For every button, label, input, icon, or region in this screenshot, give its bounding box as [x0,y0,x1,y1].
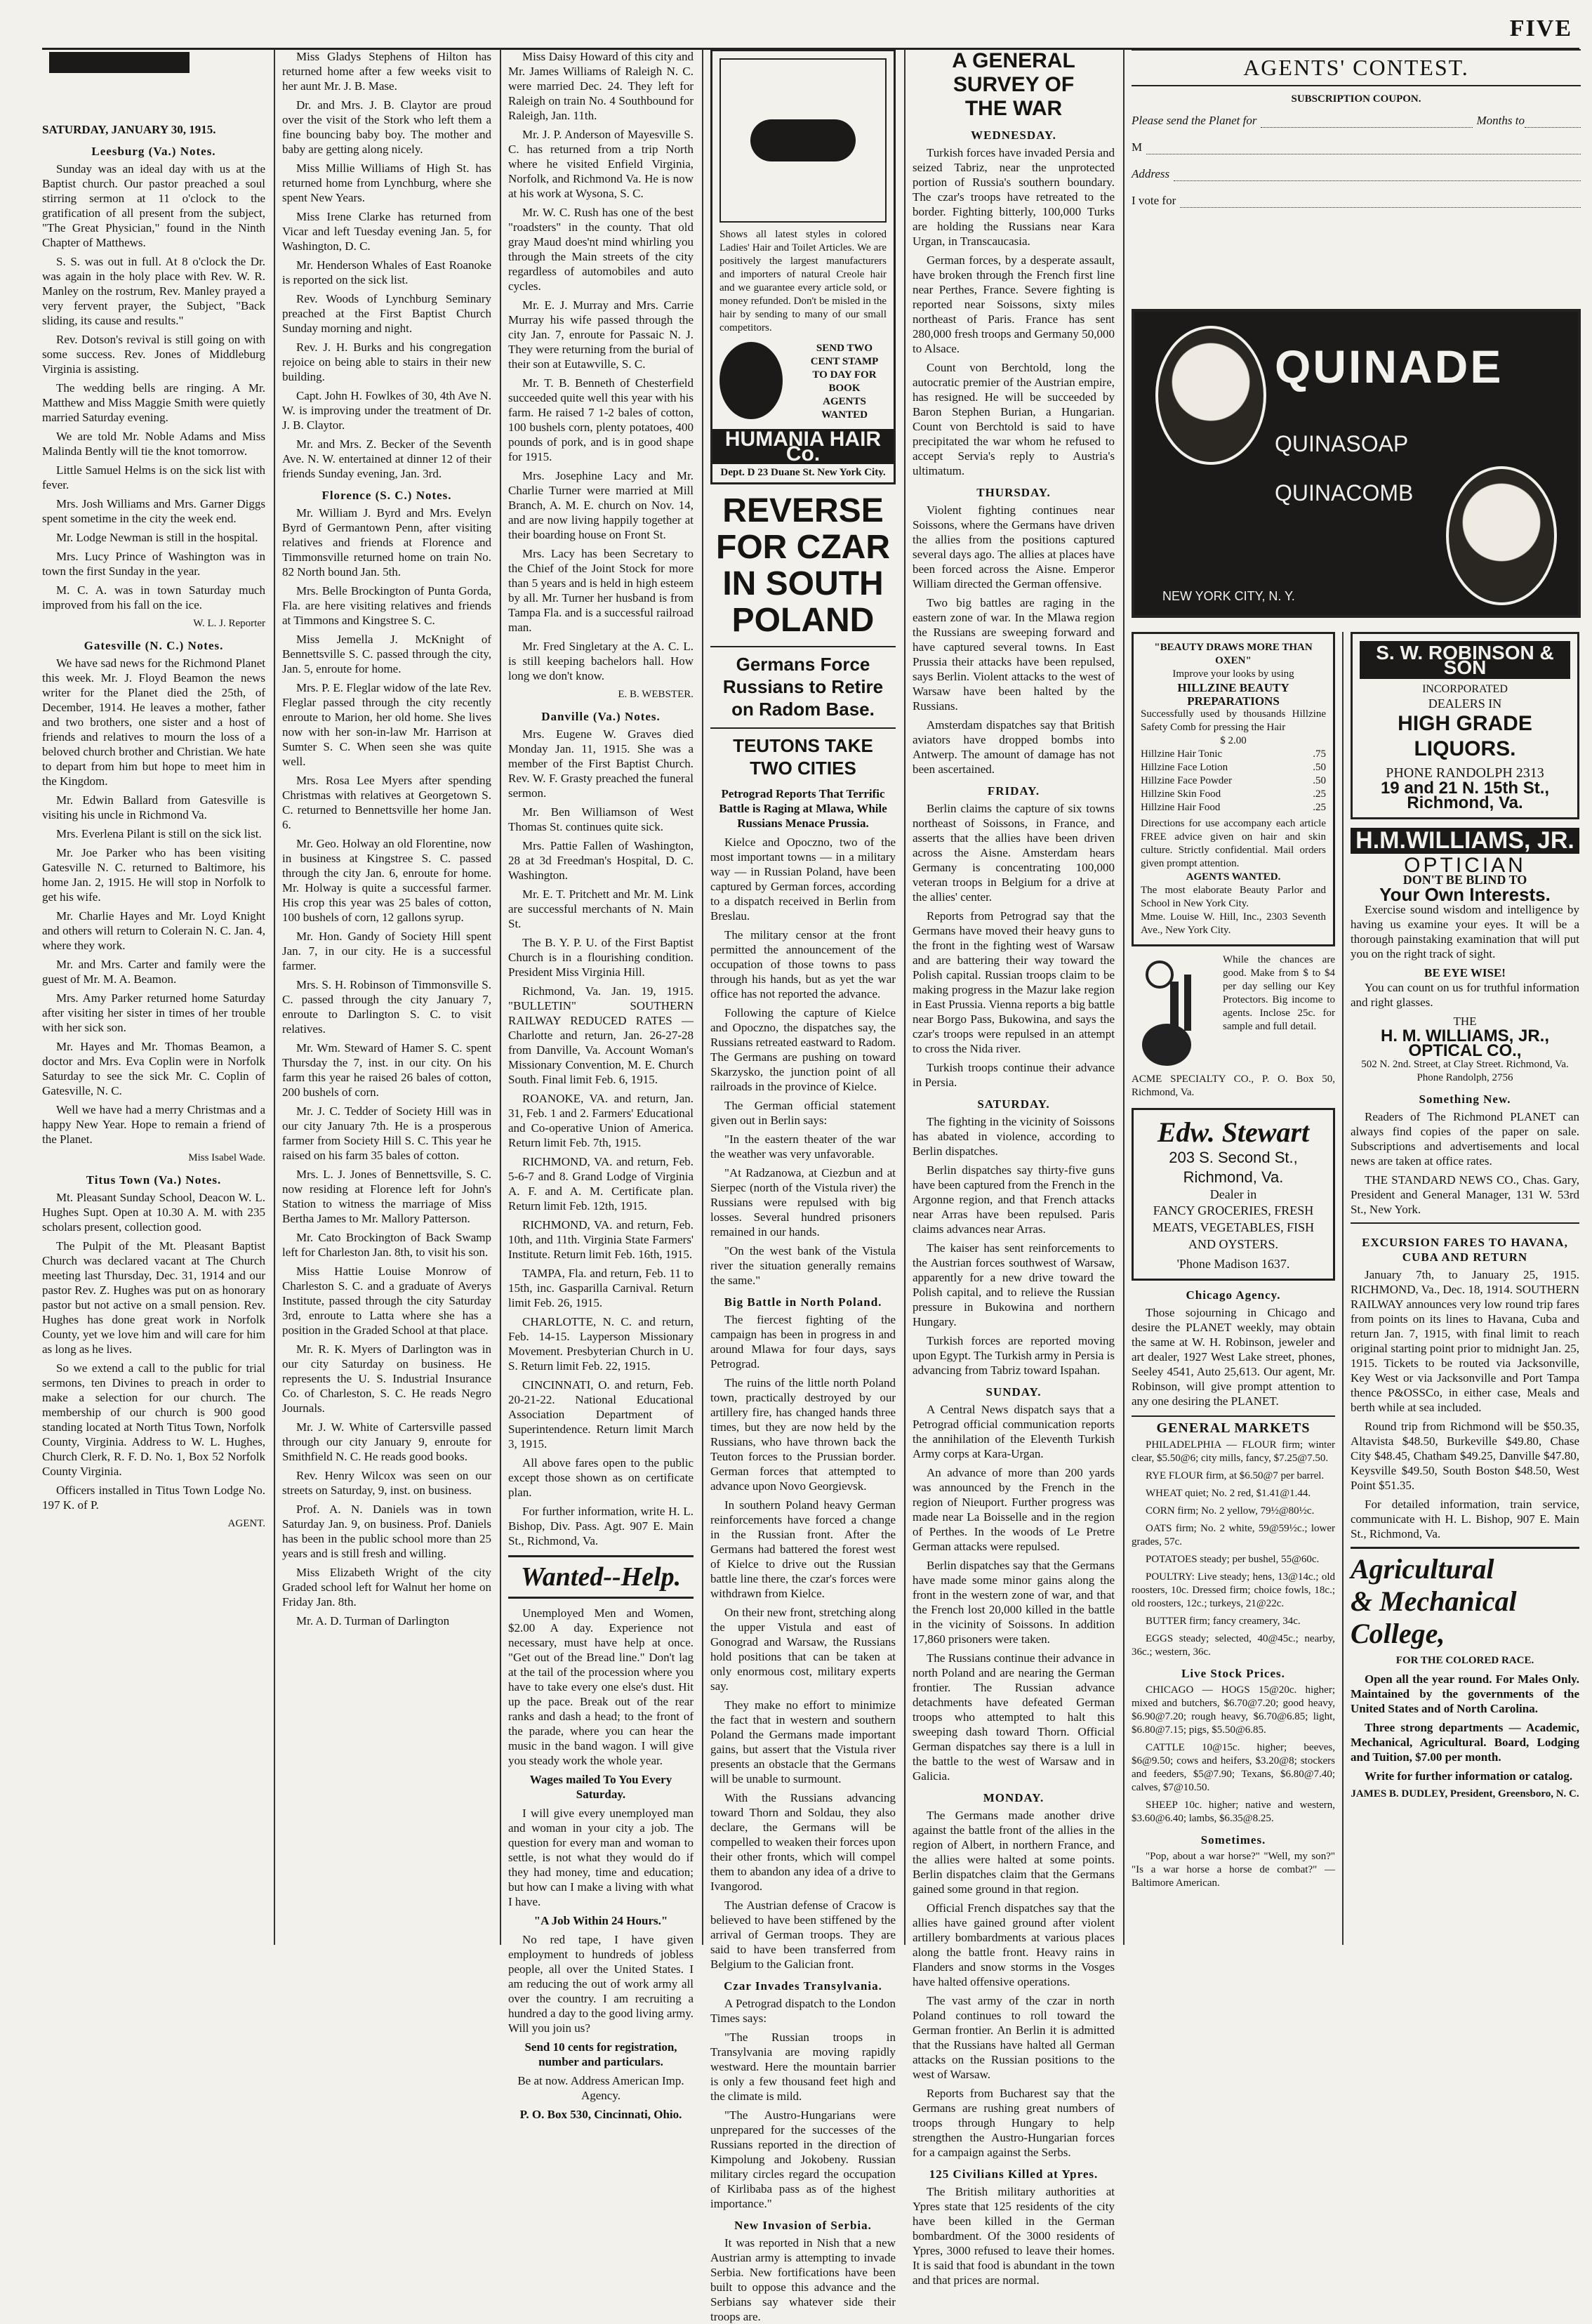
robinson-name: S. W. ROBINSON & SON [1360,641,1570,679]
paragraph: Mr. Geo. Holway an old Florentine, now in business at Kingstree S. C. passed through the city Jan. 6, enroute for home. Mr. Holway is quite a successful farmer. His crop this year was 25 bales of cotton, 100 bushels of corn, 12 gallons syrup. [282,837,491,924]
paragraph: Mrs. P. E. Fleglar widow of the late Rev. Fleglar passed through the city recently enroute to Marion, her old home. She lives now with her son-in-law Mr. Harrison at Sumter S. C. When seen she was quite well. [282,681,491,768]
paragraph: The Pulpit of the Mt. Pleasant Baptist Church was declared vacant at The Church meeting last Thursday, Dec. 31, 1914 and our pastor Rev. Z. Hughes was put on as honorary pastor but not active on a small pension. Rev. Hughes has done great work in Norfolk County, yet we love him and will care for him as long as he lives. [42,1239,265,1356]
stewart-goods: FANCY GROCERIES, FRESH MEATS, VEGETABLES, FISH AND OYSTERS. [1152,1203,1315,1251]
paragraph: S. S. was out in full. At 8 o'clock the Dr. was again in the holy place with Rev. W. R. Manley on the rostrum, Rev. Manley prayed a very fervent prayer, the Subject, "Back sliding, its cause and results." [42,255,265,327]
paragraph: Following the capture of Kielce and Opoczno, the dispatches say, the Russians retreated eastward to Radom. The Germans are pushing on toward Skarzysko, the junction point of all railroads in the province of Kielce. [710,1006,896,1093]
beauty-intro: Successfully used by thousands Hillzine Safety Comb for pressing the Hair [1141,708,1326,733]
section-title: Leesburg (Va.) Notes. [91,145,216,158]
section-title: New Invasion of Serbia. [734,2219,872,2232]
paragraph: Round trip from Richmond will be $50.35, Altavista $48.50, Burkeville $49.80, Chase City $48.45, Chatham $49.25, Danville $47.80, Keysville $49.50, South Boston $48.50, West Point $51.35. [1351,1420,1579,1492]
day-heading: SATURDAY. [977,1097,1050,1111]
paragraph: Mrs. Lacy has been Secretary to the Chief of the Joint Stock for more than 5 years and is held in high esteem by all. Mr. Turner her husband is from Tampa Fla. and is a successful railroad man. [508,547,694,634]
college-departments: Three strong departments — Academic, Mechanical, Agricultural. Board, Lodging and Tuition, $7.00 per month. [1351,1721,1579,1764]
beauty-ad [1132,632,1335,946]
beauty-improve: Improve your looks by using [1172,668,1294,680]
paragraph: WHEAT quiet; No. 2 red, $1.41@1.44. [1146,1488,1311,1499]
column-3 [508,49,694,2121]
paragraph: Richmond, Va. Jan. 19, 1915. "BULLETIN" SOUTHERN RAILWAY REDUCED RATES — Charlotte and return, Jan. 26-27-28 from Danville, Va. Account Woman's Missionary Convention, M. E. Church South. Final limit Feb. 6, 1915. [508,984,694,1086]
signature: Miss Isabel Wade. [188,1152,265,1163]
williams-the: THE [1453,1015,1477,1028]
williams-address: 502 N. 2nd. Street, at Clay Street. Richmond, Va. Phone Randolph, 2756 [1361,1059,1569,1083]
quinade-soap: QUINASOAP [1275,431,1409,456]
paragraph: Mrs. Josephine Lacy and Mr. Charlie Turner were married at Mill Branch, A. M. E. church on Nov. 14, and are now living happily together at their boarding house on Front St. [508,469,694,541]
wanted-help-ad [508,1555,694,1599]
williams-ad [1351,828,1579,1085]
quinade-city: NEW YORK CITY, N. Y. [1162,589,1295,603]
paragraph: Berlin dispatches say thirty-five guns have been captured from the French in the Argonne region, and that French attacks near Arras have been repulsed. Paris claims advances near Arras. [913,1163,1115,1236]
paragraph: POULTRY: Live steady; hens, 13@14c.; old roosters, 10c. Dressed firm; choice fowls, 18c.; old roosters, 12c.; turkeys, 21@22c. [1132,1571,1335,1609]
paragraph: Mt. Pleasant Sunday School, Deacon W. L. Hughes Supt. Open at 10.30 A. M. with 235 scholars present, collection good. [42,1191,265,1234]
college-president: JAMES B. DUDLEY, President, Greensboro, N. C. [1351,1788,1579,1800]
paragraph: CORN firm; No. 2 yellow, 79½@80½c. [1146,1505,1315,1517]
beauty-item: Hillzine Hair Tonic [1141,748,1223,760]
column-rule [1123,49,1125,1945]
paragraph: Mr. Wm. Steward of Hamer S. C. spent Thursday the 7, inst. in our city. On his farm this year he raised 26 bales of cotton, 200 bushels of corn. [282,1041,491,1099]
coupon-line-1: Please send the Planet for [1132,114,1257,127]
paragraph: Mrs. Rosa Lee Myers after spending Christmas with relatives at Georgetown S. C. returned to Bennettsville her home Jan. 6. [282,774,491,831]
paragraph: Mrs. S. H. Robinson of Timmonsville S. C. passed through the city January 7, enroute to Darlington S. C. to visit relatives. [282,978,491,1036]
coupon-vote: I vote for [1132,194,1176,207]
paragraph: Mr. Joe Parker who has been visiting Gatesville N. C. returned to Baltimore, his home Jan. 2, 1915. He will stop in Norfolk to get his wife. [42,846,265,904]
paragraph: Two big battles are raging in the eastern zone of war. In the Mlawa region the Russians are sweeping forward and have captured several towns. In East Prussia their attacks have been repulsed, says Berlin. Violent attacks to the west of Warsaw have been halted by the Russians. [913,596,1115,713]
paragraph: CINCINNATI, O. and return, Feb. 20-21-22. National Educational Association Department of Superintendence. Return limit March 3, 1915. [508,1378,694,1451]
keys-icon [1132,953,1223,1073]
column-rule [904,49,906,1945]
paragraph: We are told Mr. Noble Adams and Miss Malinda Bently will tie the knot tomorrow. [42,430,265,458]
paragraph: Prof. A. N. Daniels was in town Saturday Jan. 9, on business. Prof. Daniels has been in the public school more than 25 years and is still fresh and willing. [282,1503,491,1560]
stewart-name: Edw. Stewart [1157,1116,1310,1148]
paragraph: Mrs. Everlena Pilant is still on the sick list. [56,827,262,840]
college-title-3: College, [1351,1618,1445,1649]
column-rule [274,49,275,1945]
paragraph: The kaiser has sent reinforcements to the Austrian forces southwest of Warsaw, apparently for a new drive toward the Polish capital, and to relieve the Russian pressure in Bukowina and northern Hungary. [913,1241,1115,1328]
paragraph: Mr. R. K. Myers of Darlington was in our city Saturday on business. He represents the U. S. Industrial Insurance Co. of Charleston, S. C. He reads Negro Journals. [282,1342,491,1415]
beauty-comb-price: $ 2.00 [1220,735,1247,746]
section-title: Czar Invades Transylvania. [724,1979,882,1993]
beauty-brand: HILLZINE BEAUTY PREPARATIONS [1177,681,1289,708]
quinade-comb: QUINACOMB [1275,480,1414,506]
beauty-item: Hillzine Face Powder [1141,775,1232,786]
column-1 [42,49,265,1945]
paragraph: Berlin claims the capture of six towns northeast of Soissons, in France, and asserts that the allies have been driven across the Aisne. Amsterdam hears Germany is concentrating 100,000 veteran troops in Belgium for a drive at the allies' center. [913,802,1115,904]
paragraph: A Petrograd dispatch to the London Times says: [710,1997,896,2025]
paragraph: Mrs. Josh Williams and Mrs. Garner Diggs spent sometime in the city the week end. [42,497,265,525]
paragraph: Mr. Hayes and Mr. Thomas Beamon, a doctor and Mrs. Eva Coplin were in Norfolk Saturday to see the sick Mr. C. Coplin of Gatesville, N. C. [42,1040,265,1097]
paragraph: Turkish forces have invaded Persia and seized Tabriz, near the unprotected portion of Russia's southern boundary. The czar's troops have retreated to the border. Fighting bitterly, 100,000 Turks are holding the Russians near Kara Urgan, in Transcaucasia. [913,146,1115,248]
portrait-image [1446,466,1557,605]
paragraph: The vast army of the czar in north Poland continues to roll toward the German frontier. An Berlin it is admitted that the Russians have halted all German attacks on the Russian positions to the west of Warsaw. [913,1994,1115,2081]
stewart-phone: 'Phone Madison 1637. [1176,1257,1290,1271]
paragraph: Mrs. Amy Parker returned home Saturday after visiting her sister in times of her trouble with her sick son. [42,991,265,1034]
paragraph: Kielce and Opoczno, two of the most important towns — in a military way — in Russian Poland, have been captured by German forces, according to a dispatch received in Berlin from Breslau. [710,836,896,923]
hair-illustration [719,58,887,223]
stewart-ad [1132,1108,1335,1281]
paragraph: All above fares open to the public except those shown as on certificate plan. [508,1456,694,1499]
portrait-image [1155,326,1266,465]
paragraph: Reports from Bucharest say that the Germans are rushing great numbers of troops through Hungary to help strengthen the Austro-Hungarian forces for a campaign against the Serbs. [913,2087,1115,2159]
paragraph: M. C. A. was in town Saturday much improved from his fall on the ice. [42,583,265,612]
paragraph: Mr. E. J. Murray and Mrs. Carrie Murray his wife passed through the city Jan. 7, enroute for Passaic N. J. They were returning from the burial of their son at Eutawville, S. C. [508,298,694,371]
robinson-dealers: DEALERS IN [1428,696,1502,711]
paragraph: TAMPA, Fla. and return, Feb. 11 to 15th, inc. Gasparilla Carnival. Return limit Feb. 26, 1915. [508,1267,694,1309]
paragraph: Mr. Cato Brockington of Back Swamp left for Charleston Jan. 8th, to visit his son. [282,1231,491,1259]
paragraph: Little Samuel Helms is on the sick list with fever. [42,463,265,491]
beauty-item: Hillzine Face Lotion [1141,762,1228,773]
beauty-price: .50 [1313,762,1326,773]
stewart-address: 203 S. Second St., Richmond, Va. [1169,1149,1298,1186]
paragraph: A Central News dispatch says that a Petrograd official communication reports the annihilation of the Eleventh Turkish Army corps at Kara-Urgan. [913,1403,1115,1460]
paragraph: Miss Irene Clarke has returned from Vicar and left Tuesday evening Jan. 5, for Washington, D. C. [282,210,491,253]
paragraph: "The Russian troops in Transylvania are moving rapidly westward. Here the mountain barrier is only a few thousand feet high and the climate is mild. [710,2031,896,2103]
paragraph: CHICAGO — HOGS 15@20c. higher; mixed and butchers, $6.70@7.20; good heavy, $6.90@7.20; rough heavy, $6.70@6.85; light, $6.80@7.15; pigs, $5.50@6.85. [1132,1684,1335,1736]
williams-body: Exercise sound wisdom and intelligence by having us examine your eyes. It will be a thorough painstaking examination that will put you on the right track of sight. [1351,903,1579,960]
college-ad [1351,1547,1579,1801]
beauty-directions: Directions for use accompany each article FREE advice given on hair and skin culture. Strictly confidential. Mail orders given prompt attention. [1141,818,1326,869]
hair-send-stamp: SEND TWO CENT STAMP TO DAY FOR BOOK [810,343,879,394]
keys-text: While the chances are good. Make from $ to $4 per day selling our Key Protectors. Big income to agents. Inclose 25c. for sample and full detail. [1223,954,1335,1032]
paragraph: Mrs. Pattie Fallen of Washington, 28 at 3d Freedman's Hospital, D. C. Washington. [508,839,694,882]
section-title: Chicago Agency. [1186,1288,1281,1302]
paragraph: Mr. E. T. Pritchett and Mr. M. Link are successful merchants of N. Main St. [508,887,694,930]
college-for: FOR THE COLORED RACE. [1395,1655,1534,1666]
paragraph: Well we have had a merry Christmas and a happy New Year. Hope to remain a friend of the Planet. [42,1103,265,1146]
beauty-price: .75 [1313,748,1326,760]
column-7 [1351,632,1579,1945]
coupon-address: Address [1132,167,1170,180]
column-6 [1132,632,1335,1945]
paragraph: Berlin dispatches say that the Germans have made some minor gains along the front in the western zone of war, and that the French lost 20,000 killed in the battle in the vicinity of Soissons. In addition 17,860 prisoners were taken. [913,1559,1115,1646]
coupon-m: M [1132,140,1143,154]
paragraph: Rev. Woods of Lynchburg Seminary preached at the First Baptist Church Sunday morning and night. [282,292,491,335]
survey-title-1: A GENERAL SURVEY OF [952,49,1075,96]
day-heading: MONDAY. [983,1791,1044,1804]
paragraph: Mr. and Mrs. Carter and family were the guest of Mr. M. A. Beamon. [42,958,265,986]
paragraph: BUTTER firm; fancy creamery, 34c. [1146,1616,1301,1627]
signature: W. L. J. Reporter [193,618,265,629]
signature: AGENT. [227,1518,265,1529]
college-write: Write for further information or catalog. [1365,1769,1573,1783]
paragraph: THE STANDARD NEWS CO., Chas. Gary, President and General Manager, 131 W. 53rd St., New York. [1351,1173,1579,1216]
paragraph: For detailed information, train service, communicate with H. L. Bishop, 907 E. Main St., Richmond, Va. [1351,1498,1579,1540]
paragraph: "Pop, about a war horse?" "Well, my son?" "Is a war horse a horse de combat?" — Baltimore American. [1132,1851,1335,1889]
hair-brand: HUMANIA HAIR Co. [712,429,894,464]
paragraph: Mr. Edwin Ballard from Gatesville is visiting his uncle in Richmond Va. [42,793,265,821]
paragraph: The wedding bells are ringing. A Mr. Matthew and Miss Maggie Smith were quietly married Saturday evening. [42,381,265,424]
paragraph: Miss Gladys Stephens of Hilton has returned home after a few weeks visit to her aunt Mr. J. B. Mase. [282,50,491,93]
paragraph: Miss Hattie Louise Monrow of Charleston S. C. and a graduate of Averys Institute, passed through the city Saturday 3rd, enroute to Latta where she has a position in the Graded School at that place. [282,1265,491,1337]
williams-slogan-2: Your Own Interests. [1379,884,1551,905]
column-rule [702,49,703,1945]
paragraph: So we extend a call to the public for trial sermons, ten Divines to preach in order to make a selection for our church. The membership of our church is 900 good standing located at North Titus Town, Norfolk County, Virginia. Address to W. L. Hughes, Church Clerk, R. F. D. No. 1, Box 52 Norfolk County Virginia. [42,1361,265,1478]
paragraph: Dr. and Mrs. J. B. Claytor are proud over the visit of the Stork who left them a fine bouncing baby boy. The mother and baby are getting along nicely. [282,98,491,156]
paragraph: Turkish troops continue their advance in Persia. [913,1061,1115,1089]
section-title: Florence (S. C.) Notes. [321,489,452,502]
paragraph: The German official statement given out in Berlin says: [710,1099,896,1127]
day-heading: WEDNESDAY. [971,128,1056,142]
hair-agents: AGENTS WANTED [821,396,868,421]
williams-title: OPTICIAN [1404,854,1526,877]
paragraph: The fiercest fighting of the campaign has been in progress in and around Mlawa for four days, says Petrograd. [710,1313,896,1371]
paragraph: We have sad news for the Richmond Planet this week. Mr. J. Floyd Beamon the news writer for the Planet died the 25th, of December, 1914. He leaves a mother, father and two brothers, one sister and a host of friends and relatives to mourn the loss of a beloved church brother and Christian. We hate to depart from him but hope to meet him in the Kingdom. [42,656,265,788]
war-subhead: Germans Force Russians to Retire on Radom Base. [710,646,896,720]
paragraph: "On the west bank of the Vistula river the situation generally remains the same." [710,1244,896,1287]
paragraph: The ruins of the little north Poland town, practically destroyed by our artillery fire, has changed hands three times, but they are now held by the Russians, who have thrown back the Teuton forces to the Prussian border. German forces that attempted to advance upon Novo Georgievsk. [710,1376,896,1493]
beauty-proprietor: Mme. Louise W. Hill, Inc., 2303 Seventh Ave., New York City. [1141,911,1326,936]
paragraph: Official French dispatches say that the allies have gained ground after violent artillery bombardments at various places along the battle front. Heavy rains in Flanders and snow storms in the Vosges have halted offensive operations. [913,1901,1115,1988]
paragraph: Rev. J. H. Burks and his congregation rejoice on being able to stairs in their new building. [282,341,491,383]
beauty-price: .25 [1313,802,1326,813]
day-heading: THURSDAY. [976,486,1051,499]
portrait-image [719,342,783,419]
paragraph: Rev. Henry Wilcox was seen on our streets on Saturday, 9, inst. on business. [282,1469,491,1497]
war-deck: Petrograd Reports That Terrific Battle is Raging at Mlawa, While Russians Menace Prussia. [719,787,887,830]
robinson-phone: PHONE RANDOLPH 2313 [1386,765,1544,781]
paragraph: Miss Jemella J. McKnight of Bennettsville S. C. passed through the city, Jan. 5, enroute for home. [282,633,491,675]
section-title: Live Stock Prices. [1181,1667,1285,1680]
coupon-months: Months to [1476,114,1525,127]
section-title: Big Battle in North Poland. [724,1295,882,1309]
paragraph: Officers installed in Titus Town Lodge No. 197 K. of P. [42,1484,265,1512]
paragraph: Mr. Charlie Hayes and Mr. Loyd Knight and others will return to Colerain N. C. Jan. 4, where they work. [42,909,265,952]
paragraph: Mrs. Belle Brockington of Punta Gorda, Fla. are here visiting relatives and friends at Timmons and Kingstree S. C. [282,584,491,627]
paragraph: RYE FLOUR firm, at $6.50@7 per barrel. [1146,1470,1325,1481]
section-title: Titus Town (Va.) Notes. [86,1173,222,1187]
paragraph: Miss Elizabeth Wright of the city Graded school left for Walnut her home on Friday Jan. 8th. [282,1566,491,1609]
paragraph: Unemployed Men and Women, $2.00 A day. Experience not necessary, must have help at once. "Get out of the Bread line." Don't lag at the tail of the procession where you have to take every one else's dust. Hit up the pace. Break out of the rear ranks and dash a head; to the front of the parade, where you can hear the music in the band wagon. I will give you steady work the whole year. [508,1606,694,1767]
williams-honesty: You can count on us for truthful information and right glasses. [1351,981,1579,1009]
paragraph: Miss Daisy Howard of this city and Mr. James Williams of Raleigh N. C. were married Dec. 24. They left for Raleigh on train No. 4 Southbound for Raleigh, Jan. 11th. [508,50,694,122]
hair-address: Dept. D 23 Duane St. New York City. [720,467,886,478]
section-title: Gatesville (N. C.) Notes. [84,639,224,652]
war-headline: REVERSE FOR CZAR IN SOUTH POLAND [716,492,890,639]
paragraph: RICHMOND, VA. and return, Feb. 10th, and 11th. Virginia State Farmers' Institute. Return limit Feb. 16th, 1915. [508,1218,694,1261]
paragraph: The fighting in the vicinity of Soissons has abated in violence, according to Berlin dispatches. [913,1115,1115,1158]
paragraph: "A Job Within 24 Hours." [533,1914,668,1927]
paragraph: The military censor at the front permitted the announcement of the occupation of those towns to pass through his hands, but as yet the war office has not reported the advance. [710,928,896,1001]
paragraph: Violent fighting continues near Soissons, where the Germans have driven the allies from the positions captured several days ago. The allies at places have been forced across the Aisne. Emperor William directed the German offensive. [913,503,1115,590]
paragraph: Readers of The Richmond PLANET can always find copies of the paper on sale. Subscriptions and advertisements and local news are taken at office rates. [1351,1110,1579,1168]
section-title: EXCURSION FARES TO HAVANA, CUBA AND RETURN [1362,1236,1568,1264]
paragraph: Mr. Ben Williamson of West Thomas St. continues quite sick. [508,805,694,833]
paragraph: EGGS steady; selected, 40@45c.; nearby, 36c.; western, 36c. [1132,1633,1335,1658]
williams-slogan-1: DON'T BE BLIND TO [1402,873,1527,887]
paragraph: Count von Berchtold, long the autocratic premier of the Austrian empire, has resigned. He will be succeeded by Baron Stephen Burian, a Hungarian. Count von Berchtold is said to have precipitated the war whom he refused to accept Servia's reply to Austria's ultimatum. [913,361,1115,477]
beauty-item: Hillzine Hair Food [1141,802,1221,813]
paragraph: Mrs. Lucy Prince of Washington was in town the first Sunday in the year. [42,550,265,578]
williams-company: H. M. WILLIAMS, JR., OPTICAL CO., [1381,1026,1549,1060]
coupon-label: SUBSCRIPTION COUPON. [1291,93,1421,105]
paragraph: Turkish forces are reported moving upon Egypt. The Turkish army in Persia is advancing from Tabriz toward Ispahan. [913,1334,1115,1377]
survey-title-2: THE WAR [964,97,1063,120]
quinade-title: QUINADE [1275,341,1504,392]
column-rule [500,49,501,1945]
paragraph: January 7th, to January 25, 1915. RICHMOND, Va., Dec. 18, 1914. SOUTHERN RAILWAY announces very low round trip fares from points on its lines to Havana, Cuba and return Jan. 7, 1915, with final limit to reach original starting point prior to midnight Jan. 25, 1915. Tickets to be routed via Jacksonville, Key West or via Jacksonville and Port Tampa thence P&OSSCo, in either case, Meals and berth while at sea included. [1351,1268,1579,1414]
paragraph: P. O. Box 530, Cincinnati, Ohio. [519,2108,682,2121]
paragraph: "The Austro-Hungarians were unprepared for the successes of the Russians reported in the direction of Kimpolung and Jokobeny. Russian military circles regard the occupation of Kirlibaba pass as of the highest importance." [710,2108,896,2210]
paragraph: Rev. Dotson's revival is still going on with some success. Rev. Jones of Middleburg Virginia is assisting. [42,333,265,376]
masthead-shadow [42,52,265,80]
paragraph: I will give every unemployed man and woman in your city a job. The question for every man and woman to settle, is not what they would do if they had money, time and education; but how can I make a living with what I have. [508,1807,694,1908]
paragraph: OATS firm; No. 2 white, 59@59½c.; lower grades, 57c. [1132,1523,1335,1547]
paragraph: Miss Millie Williams of High St. has returned home from Lynchburg, where she spent New Years. [282,161,491,204]
college-title-2: & Mechanical [1351,1585,1517,1617]
beauty-quote: "BEAUTY DRAWS MORE THAN OXEN" [1154,642,1313,666]
stewart-dealer: Dealer in [1209,1187,1257,1201]
paragraph: Mr. William J. Byrd and Mrs. Evelyn Byrd of Germantown Penn, after visiting relatives and friends at Florence and Timmonsville returned home on train No. 82 North bound Jan. 5th. [282,506,491,579]
paragraph: Capt. John H. Fowlkes of 30, 4th Ave N. W. is improving under the treatment of Dr. J. B. Claytor. [282,389,491,432]
robinson-goods: HIGH GRADE LIQUORS. [1398,712,1532,760]
paragraph: Sunday was an ideal day with us at the Baptist church. Our pastor preached a soul stirring sermon at 11 o'clock to the gratification of all present from the subject, "The Great Physician," found in the Ninth Chapter of Matthews. [42,162,265,249]
section-title: Danville (Va.) Notes. [541,710,661,723]
beauty-price: .25 [1313,788,1326,800]
paragraph: CHARLOTTE, N. C. and return, Feb. 14-15. Layperson Missionary Movement. Presbyterian Church in U. S. Return limit Feb. 22, 1915. [508,1315,694,1373]
column-5 [913,49,1115,2287]
paragraph: Mr. T. B. Benneth of Chesterfield succeeded quite well this year with his farm. He raised 7 1-2 bales of cotton, 100 bushels corn, plenty potatoes, 400 pounds of pork, and is in good shape for 1915. [508,376,694,463]
column-4 [710,49,896,2323]
paragraph: Mr. W. C. Rush has one of the best "roadsters" in the county. That old gray Maud does'nt mind whirling you through the Main streets of the city regardless of automobiles and auto cycles. [508,206,694,293]
section-title: Something New. [1419,1092,1511,1106]
day-heading: SUNDAY. [986,1385,1042,1399]
paragraph: The Austrian defense of Cracow is believed to have been stiffened by the arrival of German troops. They are said to have been transferred from Belgium to the Galician front. [710,1899,896,1971]
paragraph: The B. Y. P. U. of the First Baptist Church is in a flourishing condition. President Miss Virginia Hill. [508,936,694,979]
paragraph: RICHMOND, VA. and return, Feb. 5-6-7 and 8. Grand Lodge of Virginia A. F. and A. M. Certificate plan. Return limit Feb. 12th, 1915. [508,1155,694,1213]
paragraph: Mr. A. D. Turman of Darlington [296,1614,450,1628]
signature: E. B. WEBSTER. [618,689,694,700]
paragraph: Mrs. Eugene W. Graves died Monday Jan. 11, 1915. She was a member of the First Baptist Church. Rev. W. F. Grasty preached the funeral sermon. [508,727,694,800]
wanted-title: Wanted--Help. [520,1562,682,1592]
paragraph: Wages mailed To You Every Saturday. [529,1773,672,1801]
paragraph: POTATOES steady; per bushel, 55@60c. [1146,1554,1320,1565]
war-subhead-2: TEUTONS TAKE TWO CITIES [710,727,896,779]
paragraph: On their new front, stretching along the upper Vistula and east of Gonograd and Warsaw, the Russians hold positions that can be taken at only enormous cost, military experts say. [710,1606,896,1693]
section-title: Sometimes. [1200,1833,1266,1847]
paragraph: The British military authorities at Ypres state that 125 residents of the city have been killed in the German bombardment. Of the 3000 residents of Ypres, 3000 refused to leave their homes. It is said that food is abundant in the town and that prices are normal. [913,2185,1115,2287]
paragraph: No red tape, I have given employment to hundreds of jobless people, all over the United States. I am reducing the out of work army all over the country. I am recruiting a hundred a day to the good living army. Will you join us? [508,1933,694,2035]
beauty-price: .50 [1313,775,1326,786]
column-rule [1342,632,1344,1945]
paragraph: "In the eastern theater of the war the weather was very unfavorable. [710,1133,896,1161]
robinson-inc: INCORPORATED [1422,683,1508,695]
page-number: FIVE [1509,15,1572,41]
college-body: Open all the year round. For Males Only. Maintained by the governments of the United States and of North Carolina. [1351,1672,1579,1715]
paragraph: CATTLE 10@15c. higher; beeves, $6@9.50; cows and heifers, $3.20@8; stockers and feeders, $5@7.90; Texans, $6.80@7.40; calves, $7@10.50. [1132,1742,1335,1793]
paragraph: Those sojourning in Chicago and desire the PLANET weekly, may obtain the same at W. H. Robinson, jeweler and art dealer, 1927 West Lake street, phones, Seeley 4541, Auto 25,613. Our agent, Mr. Robinson, will give prompt attention to any one desiring the PLANET. [1132,1306,1335,1408]
paragraph: Mr. Lodge Newman is still in the hospital. [56,531,258,544]
paragraph: PHILADELPHIA — FLOUR firm; winter clear, $5.50@6; city mills, fancy, $7.25@7.50. [1132,1439,1335,1464]
paragraph: Mrs. L. J. Jones of Bennettsville, S. C. now residing at Florence left for John's Station to witness the marriage of Miss Bertha James to Mr. Mallory Patterson. [282,1168,491,1225]
paragraph: An advance of more than 200 yards was announced by the French in the region of Nieuport. Further progress was made near La Boisselle and in the region of Perthes. In the woods of Le Pretre German attacks were repulsed. [913,1466,1115,1553]
robinson-ad [1351,632,1579,819]
section-title: GENERAL MARKETS [1132,1415,1335,1436]
contest-title: AGENTS' CONTEST. [1132,49,1581,86]
hair-ad [710,49,896,484]
paragraph: "At Radzanowa, at Ciezbun and at Sierpec (north of the Vistula river) the Russians were repulsed with big losses. Several hundred prisoners remained in our hands. [710,1166,896,1239]
beauty-agents: AGENTS WANTED. [1186,871,1281,883]
hair-ad-body: Shows all latest styles in colored Ladies' Hair and Toilet Articles. We are positively the largest manufacturers and importers of natural Creole hair and we guarantee every article sold, or money refunded. Don't be misled in the hair by sending to many of our small competitors. [719,229,887,334]
column-2 [282,49,491,1945]
paragraph: With the Russians advancing toward Thorn and Soldau, they also declare, the Germans will be compelled to weaken their forces upon their other fronts, which will compel them to abandon any idea of a drive to Ivangorod. [710,1791,896,1893]
paragraph: It was reported in Nish that a new Austrian army is attempting to invade Serbia. New fortifications have been built to oppose this advance and the Serbians say whatever side their troops are. [710,2236,896,2323]
issue-dateline: SATURDAY, JANUARY 30, 1915. [42,123,216,136]
paragraph: Mr. Hon. Gandy of Society Hill spent Jan. 7, in our city. He is a successful farmer. [282,930,491,972]
williams-be-wise: BE EYE WISE! [1424,966,1506,979]
paragraph: Mr. Henderson Whales of East Roanoke is reported on the sick list. [282,258,491,286]
paragraph: Mr. J. C. Tedder of Society Hill was in our city January 7th. He is a prosperous farmer from Society Hill S. C. This year he raised on his farm 35 bales of cotton. [282,1104,491,1162]
paragraph: Reports from Petrograd say that the Germans have moved their heavy guns to the front in the fighting west of Warsaw and are battering their way toward the Polish capital. Russian troops claim to be making progress in the Mazur lake region in East Prussia. Vienna reports a big battle near Borgo Pass, Bukowina, and says the czar's troops were repulsed in an attempt to cross the Nida river. [913,909,1115,1055]
agents-contest [1132,49,1581,302]
keys-company: ACME SPECIALTY CO., P. O. Box 50, Richmond, Va. [1132,1074,1335,1098]
section-title: 125 Civilians Killed at Ypres. [929,2167,1099,2181]
college-title-1: Agricultural [1351,1553,1494,1585]
paragraph: Mr. J. P. Anderson of Mayesville S. C. has returned from a trip North where he visited Enfield Virginia, Norfolk, and Richmond Va. He is now at his work at Wysona, S. C. [508,128,694,200]
quinade-ad [1132,309,1581,618]
paragraph: The Russians continue their advance in north Poland and are nearing the German frontier. The Russian advance detachments have defeated German troops who attempted to halt this sweeping dash toward Thorn. Official German dispatches say there is a lull in the battle to the west of Warsaw and in Galicia. [913,1651,1115,1783]
page-header [42,13,1579,50]
paragraph: German forces, by a desperate assault, have broken through the French first line near Perthes, France. Severe fighting is reported near Soissons, sixty miles northeast of Paris. France has sent 280,000 fresh troops and Germany 50,000 to Alsace. [913,253,1115,355]
beauty-parlor: The most elaborate Beauty Parlor and School in New York City. [1141,885,1326,909]
paragraph: They make no effort to minimize the fact that in western and southern Poland the Germans made important gains, but assert that the Vistula river presents an obstacle that the Germans will be unable to surmount. [710,1698,896,1785]
paragraph: SHEEP 10c. higher; native and western, $3.60@6.40; lambs, $6.35@8.25. [1132,1800,1335,1824]
paragraph: In southern Poland heavy German reinforcements have forced a change in the Russian front. After the Germans had battered the forest west of Kielce to drive out the Russian battle line there, the czar's forces were withdrawn from Kielce. [710,1498,896,1600]
beauty-item: Hillzine Skin Food [1141,788,1221,800]
paragraph: Amsterdam dispatches say that British aviators have dropped bombs into Antwerp. The amount of damage has not been ascertained. [913,718,1115,776]
paragraph: Mr. J. W. White of Cartersville passed through our city January 9, enroute for Smithfield N. C. He reads good books. [282,1420,491,1463]
paragraph: Be at now. Address American Imp. Agency. [517,2074,684,2102]
paragraph: For further information, write H. L. Bishop, Div. Pass. Agt. 907 E. Main St., Richmond, Va. [508,1505,694,1547]
paragraph: The Germans made another drive against the battle front of the allies in the region of Albert, in northern France, and the allies were halted at some points. Berlin dispatches claim that the Germans gained some ground in that region. [913,1809,1115,1896]
paragraph: Mr. and Mrs. Z. Becker of the Seventh Ave. N. W. entertained at dinner 12 of their friends Sunday evening, Jan. 3rd. [282,437,491,480]
robinson-address: 19 and 21 N. 15th St., Richmond, Va. [1380,779,1550,812]
williams-name: H.M.WILLIAMS, JR. [1351,828,1579,854]
paragraph: ROANOKE, VA. and return, Jan. 31, Feb. 1 and 2. Farmers' Educational and Co-operative Union of America. Return limit Feb. 7th, 1915. [508,1092,694,1149]
key-protector-ad [1132,953,1335,1073]
day-heading: FRIDAY. [987,784,1040,798]
paragraph: Mr. Fred Singletary at the A. C. L. is still keeping bachelors hall. How long we don't know. [508,640,694,682]
paragraph: Send 10 cents for registration, number and particulars. [524,2040,677,2068]
